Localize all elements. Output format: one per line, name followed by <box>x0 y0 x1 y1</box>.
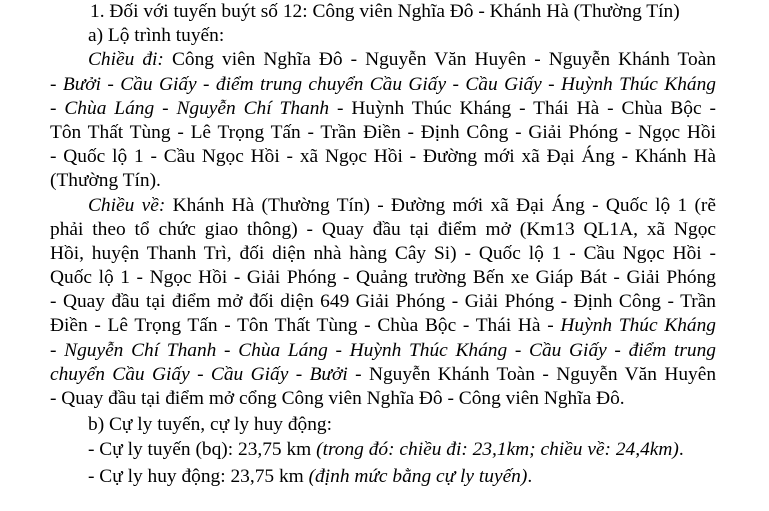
document-body <box>50 0 716 489</box>
section-a-heading: a) Lộ trình tuyến: <box>88 25 225 47</box>
outbound-line-6: (Thường Tín). <box>50 170 161 192</box>
inbound-line-8 <box>50 363 716 387</box>
inbound-text-6a: Điền - Lê Trọng Tấn - Tôn Thất Tùng - Chùa Bộc - Thái Hà - <box>50 315 561 337</box>
inbound-line-6 <box>50 314 716 338</box>
outbound-line-3 <box>50 97 716 121</box>
inbound-line-1 <box>50 194 716 218</box>
inbound-line-2: phải theo tổ chức giao thông) - Quay đầu tại điểm mở (Km13 QL1A, xã Ngọc <box>50 218 716 240</box>
inbound-text-6b: Huỳnh Thúc Kháng <box>560 315 716 337</box>
outbound-text-1: Công viên Nghĩa Đô - Nguyễn Văn Huyên - Nguyễn Khánh Toàn <box>163 49 716 71</box>
outbound-text-3b: - Huỳnh Thúc Kháng - Thái Hà - Chùa Bộc - <box>329 97 716 119</box>
inbound-line-4: Quốc lộ 1 - Ngọc Hồi - Giải Phóng - Quảng trường Bến xe Giáp Bát - Giải Phóng <box>50 267 716 289</box>
inbound-text-8b: Nguyễn Khánh Toàn - Nguyễn Văn Huyên <box>361 363 717 385</box>
inbound-line-9: - Quay đầu tại điểm mở cổng Công viên Nghĩa Đô - Công viên Nghĩa Đô. <box>50 388 625 409</box>
mobilize-distance-text: - Cự ly huy động: 23,75 km <box>88 465 309 487</box>
route-distance-text: - Cự ly tuyến (bq): 23,75 km <box>88 439 317 461</box>
section-b-heading: b) Cự ly tuyến, cự ly huy động: <box>88 414 332 436</box>
route-distance-note: (trong đó: chiều đi: 23,1km; chiều về: 24,4km) <box>316 439 679 461</box>
mobilize-distance-line <box>50 465 716 489</box>
inbound-line-7: - Nguyễn Chí Thanh - Chùa Láng - Huỳnh Thúc Kháng - Cầu Giấy - điểm trung <box>50 339 716 361</box>
mobilize-distance-note: (định mức bằng cự ly tuyến) <box>308 465 528 487</box>
outbound-label: Chiều đi: <box>88 49 164 71</box>
route-heading: 1. Đối với tuyến buýt số 12: Công viên Nghĩa Đô - Khánh Hà (Thường Tín) <box>90 1 680 22</box>
inbound-text-1: Khánh Hà (Thường Tín) - Đường mới xã Đại Áng - Quốc lộ 1 (rẽ <box>165 194 716 216</box>
route-distance-end: . <box>678 439 684 461</box>
inbound-label: Chiều về: <box>88 194 166 216</box>
mobilize-distance-end: . <box>527 465 533 487</box>
outbound-line-5: - Quốc lộ 1 - Cầu Ngọc Hồi - xã Ngọc Hồi - Đường mới xã Đại Áng - Khánh Hà <box>50 146 716 168</box>
route-distance-line <box>50 438 716 462</box>
inbound-line-5: - Quay đầu tại điểm mở đối diện 649 Giải Phóng - Giải Phóng - Định Công - Trần <box>50 291 716 313</box>
outbound-text-3a: - Chùa Láng - Nguyễn Chí Thanh <box>50 97 330 119</box>
outbound-line-4: Tôn Thất Tùng - Lê Trọng Tấn - Trần Điền - Định Công - Giải Phóng - Ngọc Hồi <box>50 121 716 143</box>
inbound-line-3: Hồi, huyện Thanh Trì, đối diện nhà hàng Cây Si) - Quốc lộ 1 - Cầu Ngọc Hồi - <box>50 242 716 264</box>
outbound-line-2: - Bưởi - Cầu Giấy - điểm trung chuyển Cầu Giấy - Cầu Giấy - Huỳnh Thúc Kháng <box>50 73 716 95</box>
inbound-text-8a: chuyển Cầu Giấy - Cầu Giấy - Bưởi - <box>50 363 362 385</box>
outbound-line-1 <box>50 48 716 72</box>
